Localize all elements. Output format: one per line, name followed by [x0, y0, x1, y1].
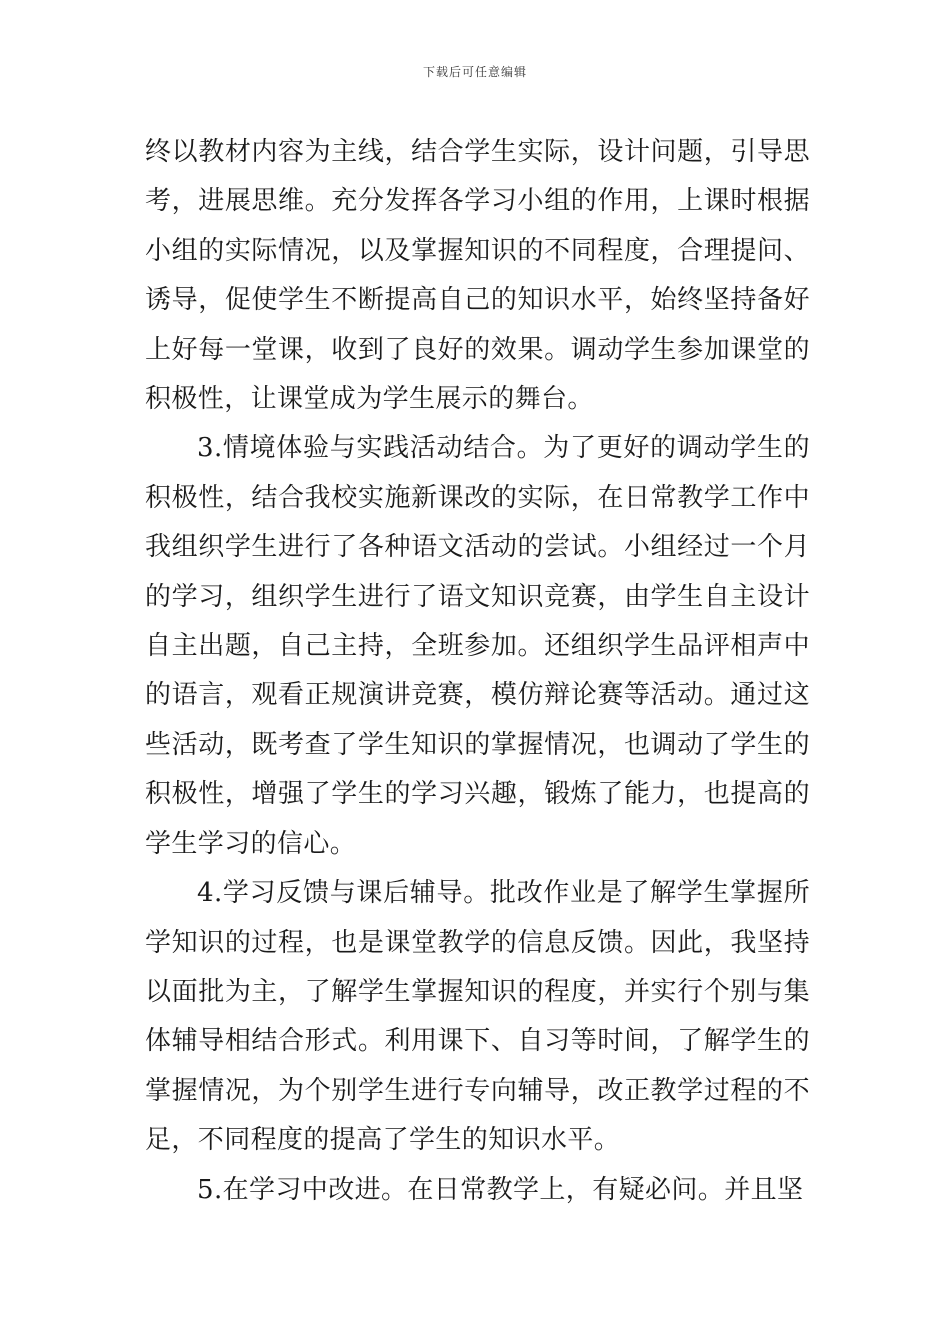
paragraph-item-4: 4.学习反馈与课后辅导。批改作业是了解学生掌握所学知识的过程，也是课堂教学的信息反馈。因此，我坚持以面批为主，了解学生掌握知识的程度，并实行个别与集体辅导相结合形式。利用课下、自习等时间，了解学生的掌握情况，为个别学生进行专向辅导，改正教学过程的不足，不同程度的提高了学生的知识水平。: [145, 878, 810, 1156]
page-header: 下载后可任意编辑: [422, 65, 527, 79]
document-body: [145, 128, 810, 1215]
paragraph-continuation: 终以教材内容为主线，结合学生实际，设计问题，引导思考，进展思维。充分发挥各学习小组的作用，上课时根据小组的实际情况，以及掌握知识的不同程度，合理提问、诱导，促使学生不断提高自己的知识水平，始终坚持备好上好每一堂课，收到了良好的效果。调动学生参加课堂的积极性，让课堂成为学生展示的舞台。: [145, 137, 810, 415]
paragraph-item-5: 5.在学习中改进。在日常教学上，有疑必问。并且坚: [197, 1174, 804, 1205]
paragraph-item-3: 3.情境体验与实践活动结合。为了更好的调动学生的积极性，结合我校实施新课改的实际，在日常教学工作中我组织学生进行了各种语文活动的尝试。小组经过一个月的学习，组织学生进行了语文知识竞赛，由学生自主设计自主出题，自己主持，全班参加。还组织学生品评相声中的语言，观看正规演讲竞赛，模仿辩论赛等活动。通过这些活动，既考查了学生知识的掌握情况，也调动了学生的积极性，增强了学生的学习兴趣，锻炼了能力，也提高的学生学习的信心。: [145, 433, 810, 859]
